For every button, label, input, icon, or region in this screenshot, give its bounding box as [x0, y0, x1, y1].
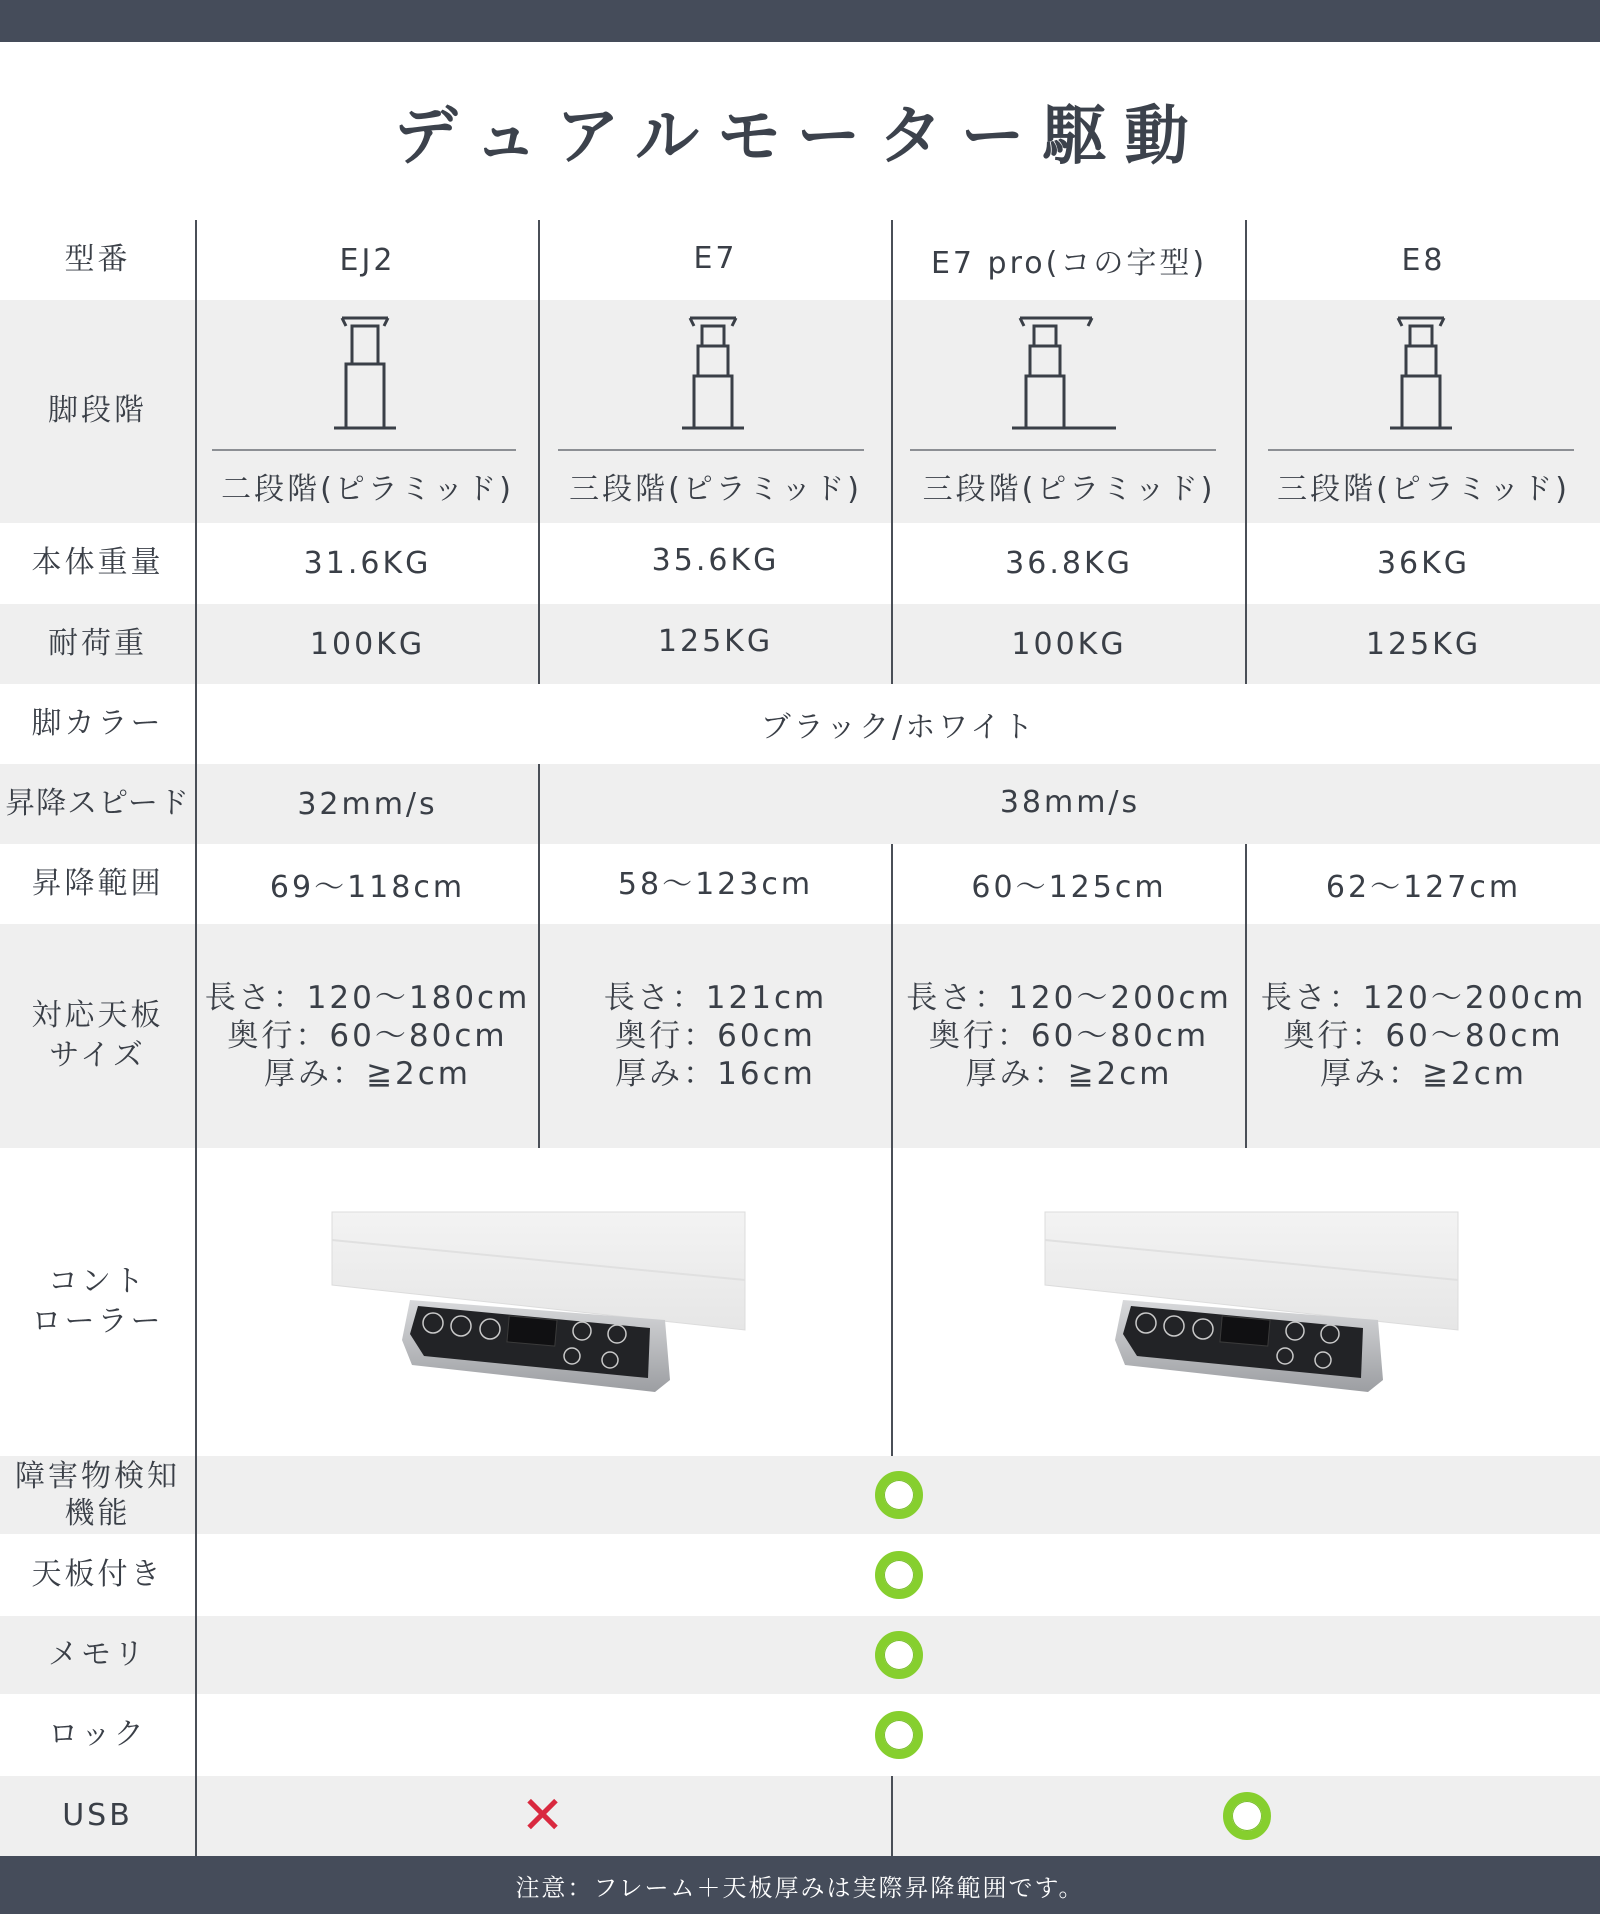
- memory-value: [197, 1616, 1600, 1694]
- obstacle-value: [197, 1456, 1600, 1534]
- range-e7pro: 60〜125cm: [971, 870, 1167, 905]
- speed-ej2: 32mm/s: [297, 786, 438, 822]
- speed-other: 38mm/s: [999, 784, 1141, 820]
- usb-ej2-e7: [197, 1776, 891, 1856]
- label-controller: コント ローラー: [31, 1263, 164, 1339]
- controller-image: [330, 1210, 750, 1395]
- range-e7: 58〜123cm: [617, 867, 814, 902]
- leg-three-stage-icon: [1386, 312, 1456, 432]
- check-circle-icon: [875, 1711, 923, 1759]
- label-range: 昇降範囲: [31, 865, 164, 901]
- label-with-top: 天板付き: [31, 1556, 164, 1592]
- label-top-size: 対応天板 サイズ: [31, 997, 164, 1073]
- size-ej2: 長さ：120〜180cm 奥行：60〜80cm 厚み：≧2cm: [204, 980, 531, 1092]
- lock-value: [197, 1694, 1600, 1776]
- label-weight: 本体重量: [31, 545, 164, 581]
- range-ej2: 69〜118cm: [269, 870, 466, 905]
- load-e8: 125KG: [1365, 626, 1482, 662]
- weight-ej2: 31.6KG: [303, 546, 432, 581]
- usb-e7pro-e8: [893, 1776, 1600, 1856]
- page-title: デュアルモーター駆動: [393, 100, 1207, 174]
- leg-color-value: ブラック/ホワイト: [760, 710, 1037, 745]
- weight-e8: 36KG: [1376, 546, 1471, 581]
- divider-line: [558, 449, 864, 451]
- stage-e8: 三段階(ピラミッド): [1277, 472, 1570, 507]
- check-circle-icon: [875, 1631, 923, 1679]
- controller-image: [1043, 1210, 1463, 1395]
- label-lock: ロック: [48, 1716, 147, 1752]
- range-e8: 62〜127cm: [1325, 870, 1522, 905]
- model-ej2: EJ2: [339, 242, 396, 278]
- label-load: 耐荷重: [48, 625, 147, 661]
- weight-e7pro: 36.8KG: [1005, 546, 1133, 581]
- load-e7pro: 100KG: [1011, 626, 1127, 662]
- model-e7: E7: [693, 240, 738, 276]
- label-memory: メモリ: [48, 1636, 147, 1672]
- leg-three-stage-icon: [678, 312, 748, 432]
- with-top-value: [197, 1534, 1600, 1616]
- divider-line: [910, 449, 1216, 451]
- leg-c-shape-icon: [1008, 312, 1128, 432]
- cross-icon: ✕: [520, 1786, 568, 1846]
- label-leg-color: 脚カラー: [31, 705, 164, 741]
- size-e7pro: 長さ：120〜200cm 奥行：60〜80cm 厚み：≧2cm: [906, 980, 1232, 1092]
- load-e7: 125KG: [657, 623, 774, 659]
- stage-e7pro: 三段階(ピラミッド): [922, 472, 1216, 507]
- label-usb: USB: [62, 1797, 133, 1833]
- footer-note: 注意：フレーム＋天板厚みは実際昇降範囲です。: [0, 1856, 1600, 1914]
- size-e7: 長さ：121cm 奥行：60cm 厚み：16cm: [603, 980, 828, 1092]
- stage-ej2: 二段階(ピラミッド): [221, 472, 514, 507]
- label-speed: 昇降スピード: [5, 785, 190, 821]
- top-bar: [0, 0, 1600, 42]
- label-leg-stage: 脚段階: [48, 393, 147, 429]
- divider-line: [1268, 449, 1574, 451]
- label-obstacle: 障害物検知 機能: [15, 1458, 180, 1531]
- check-circle-icon: [1223, 1792, 1271, 1840]
- size-e8: 長さ：120〜200cm 奥行：60〜80cm 厚み：≧2cm: [1260, 980, 1587, 1092]
- model-e7pro: E7 pro(コの字型): [930, 246, 1208, 281]
- stage-e7: 三段階(ピラミッド): [569, 472, 862, 507]
- weight-e7: 35.6KG: [651, 543, 780, 578]
- load-ej2: 100KG: [309, 626, 426, 662]
- check-circle-icon: [875, 1471, 923, 1519]
- label-model: 型番: [64, 241, 131, 277]
- model-e8: E8: [1401, 242, 1446, 278]
- check-circle-icon: [875, 1551, 923, 1599]
- divider-line: [212, 449, 516, 451]
- leg-two-stage-icon: [330, 312, 400, 432]
